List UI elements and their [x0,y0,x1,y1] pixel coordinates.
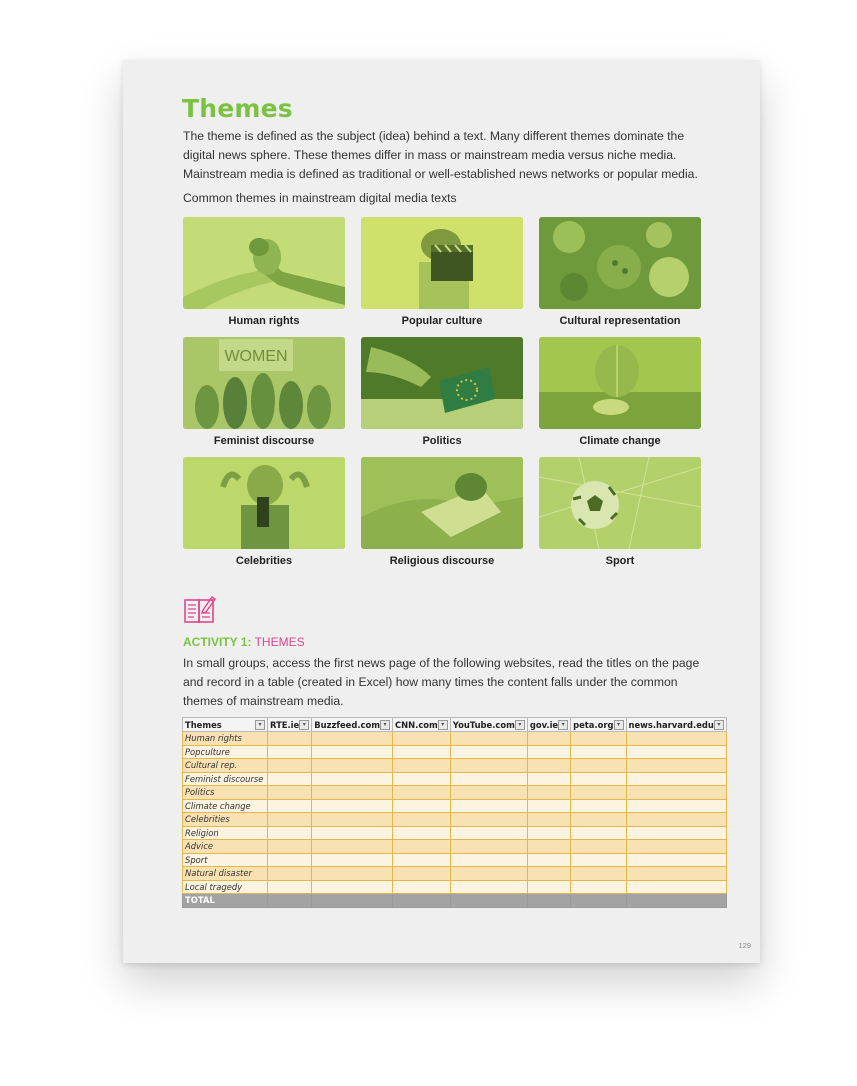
theme-label: Politics [422,435,462,447]
count-cell[interactable] [527,745,570,759]
celebrities-photo [183,457,345,549]
activity-heading [183,635,305,649]
count-cell[interactable] [450,786,527,800]
theme-cell[interactable]: Sport [183,853,268,867]
total-cell[interactable] [268,894,312,908]
food-table-image [539,217,701,309]
count-cell[interactable] [268,786,312,800]
theme-label: Sport [605,555,635,567]
column-header: peta.org ▾ [571,718,626,732]
total-cell[interactable] [527,894,570,908]
theme-label: Celebrities [235,555,293,567]
theme-cell[interactable]: Feminist discourse [183,772,268,786]
theme-card-climate-change [539,337,701,449]
theme-cell[interactable]: Politics [183,786,268,800]
filter-dropdown-icon[interactable]: ▾ [255,720,265,730]
count-cell[interactable] [392,880,450,894]
count-cell[interactable] [626,786,726,800]
theme-card-cultural-representation [539,217,701,329]
theme-card-popular-culture [361,217,523,329]
religious-discourse-photo [361,457,523,549]
count-cell[interactable] [450,853,527,867]
count-cell[interactable] [392,786,450,800]
count-cell[interactable] [392,853,450,867]
protest-sign-text: WOMEN [224,348,288,365]
count-cell[interactable] [268,840,312,854]
count-cell[interactable] [268,813,312,827]
count-cell[interactable] [268,772,312,786]
themes-subheading: Common themes in mainstream digital media texts [183,191,457,205]
table-row [183,826,727,840]
count-cell[interactable] [626,745,726,759]
total-cell[interactable] [450,894,527,908]
count-cell[interactable] [312,745,393,759]
theme-label: Climate change [579,435,661,447]
filter-dropdown-icon[interactable]: ▾ [380,720,390,730]
count-cell[interactable] [527,840,570,854]
count-cell[interactable] [571,759,626,773]
theme-grid [183,217,702,569]
count-cell[interactable] [527,813,570,827]
table-row [183,799,727,813]
count-cell[interactable] [392,745,450,759]
page-number: 129 [738,941,751,950]
total-row [183,894,727,908]
count-cell[interactable] [527,880,570,894]
count-cell[interactable] [626,799,726,813]
count-cell[interactable] [392,772,450,786]
column-header: CNN.com ▾ [392,718,450,732]
count-cell[interactable] [268,826,312,840]
activity-notebook-icon [182,594,216,628]
count-cell[interactable] [626,853,726,867]
count-cell[interactable] [450,732,527,746]
count-cell[interactable] [571,786,626,800]
theme-label: Popular culture [401,315,483,327]
count-cell[interactable] [571,826,626,840]
count-cell[interactable] [450,745,527,759]
intro-paragraph: The theme is defined as the subject (idea) behind a text. Many different themes dominate the digital news sphere. These themes differ in mass or mainstream media versus niche media. Mainstream media is defined as traditional or well-established news networks or popular media. [183,129,698,181]
count-cell[interactable] [450,867,527,881]
count-cell[interactable] [527,867,570,881]
theme-cell[interactable]: Natural disaster [183,867,268,881]
count-cell[interactable] [392,840,450,854]
count-cell[interactable] [571,867,626,881]
filter-dropdown-icon[interactable]: ▾ [438,720,448,730]
theme-label: Cultural representation [559,315,681,327]
table-row [183,853,727,867]
count-cell[interactable] [626,772,726,786]
count-cell[interactable] [450,813,527,827]
count-cell[interactable] [312,880,393,894]
column-header: Themes ▾ [183,718,268,732]
count-cell[interactable] [268,853,312,867]
count-cell[interactable] [527,786,570,800]
activity-title: THEMES [251,635,305,649]
table-row [183,732,727,746]
count-cell[interactable] [392,759,450,773]
table-row [183,745,727,759]
theme-card-celebrities [183,457,345,569]
table-row [183,772,727,786]
politics-photo [361,337,523,429]
count-cell[interactable] [626,867,726,881]
count-cell[interactable] [450,759,527,773]
table-row [183,880,727,894]
clapperboard-image [361,217,523,309]
total-cell[interactable] [571,894,626,908]
count-cell[interactable] [527,799,570,813]
count-cell[interactable] [268,799,312,813]
count-cell[interactable] [527,853,570,867]
theme-card-politics [361,337,523,449]
human-rights-photo [183,217,345,309]
climate-change-photo [539,337,701,429]
leaf-image [539,337,701,429]
football-net-image [539,457,701,549]
count-cell[interactable] [392,799,450,813]
total-cell[interactable] [626,894,726,908]
count-cell[interactable] [268,732,312,746]
table-row [183,867,727,881]
table-row [183,786,727,800]
column-header: gov.ie ▾ [527,718,570,732]
count-cell[interactable] [571,799,626,813]
count-cell[interactable] [450,799,527,813]
count-cell[interactable] [626,826,726,840]
count-cell[interactable] [312,732,393,746]
count-cell[interactable] [268,745,312,759]
count-cell[interactable] [571,813,626,827]
header-row [183,718,727,732]
count-cell[interactable] [312,772,393,786]
intro-block [183,127,713,208]
theme-cell[interactable]: Human rights [183,732,268,746]
count-cell[interactable] [312,786,393,800]
filter-dropdown-icon[interactable]: ▾ [299,720,309,730]
theme-cell[interactable]: Cultural rep. [183,759,268,773]
count-cell[interactable] [312,799,393,813]
count-cell[interactable] [571,880,626,894]
table-row [183,759,727,773]
count-cell[interactable] [571,772,626,786]
theme-cell[interactable]: Climate change [183,799,268,813]
protest-image [183,337,345,429]
page-title: Themes [182,94,293,123]
count-cell[interactable] [392,732,450,746]
theme-label: Religious discourse [389,555,495,567]
feminist-discourse-photo [183,337,345,429]
column-header: YouTube.com ▾ [450,718,527,732]
theme-label: Human rights [228,315,300,327]
table-row [183,813,727,827]
column-header: news.harvard.edu ▾ [626,718,726,732]
filter-dropdown-icon[interactable]: ▾ [614,720,624,730]
count-cell[interactable] [571,840,626,854]
column-header: Buzzfeed.com ▾ [312,718,393,732]
count-cell[interactable] [312,826,393,840]
sport-photo [539,457,701,549]
themes-spreadsheet [182,717,727,908]
activity-instructions: In small groups, access the first news page of the following websites, read the titles on the page and record in a table (created in Excel) how many times the content falls under the common themes of mainstream media. [183,656,700,708]
count-cell[interactable] [527,826,570,840]
count-cell[interactable] [450,840,527,854]
count-cell[interactable] [571,732,626,746]
prayer-book-image [361,457,523,549]
count-cell[interactable] [268,867,312,881]
count-cell[interactable] [268,880,312,894]
theme-cell[interactable]: Religion [183,826,268,840]
theme-card-sport [539,457,701,569]
filter-dropdown-icon[interactable]: ▾ [558,720,568,730]
theme-card-religious-discourse [361,457,523,569]
total-cell[interactable] [312,894,393,908]
count-cell[interactable] [571,853,626,867]
count-cell[interactable] [268,759,312,773]
table-row [183,840,727,854]
count-cell[interactable] [527,759,570,773]
count-cell[interactable] [392,826,450,840]
column-header: RTE.ie ▾ [268,718,312,732]
count-cell[interactable] [312,759,393,773]
count-cell[interactable] [626,759,726,773]
theme-cell[interactable]: Popculture [183,745,268,759]
theme-cell[interactable]: Local tragedy [183,880,268,894]
count-cell[interactable] [571,745,626,759]
count-cell[interactable] [312,813,393,827]
filter-dropdown-icon[interactable]: ▾ [714,720,724,730]
filter-dropdown-icon[interactable]: ▾ [515,720,525,730]
theme-label: Feminist discourse [213,435,315,447]
activity-label: ACTIVITY 1: [183,635,252,649]
count-cell[interactable] [312,853,393,867]
theme-card-feminist-discourse [183,337,345,449]
count-cell[interactable] [392,813,450,827]
count-cell[interactable] [626,880,726,894]
count-cell[interactable] [626,840,726,854]
count-cell[interactable] [626,813,726,827]
total-cell[interactable] [392,894,450,908]
count-cell[interactable] [312,867,393,881]
count-cell[interactable] [527,732,570,746]
count-cell[interactable] [450,826,527,840]
total-label-cell[interactable]: TOTAL [183,894,268,908]
textbook-page [123,60,760,963]
popular-culture-photo [361,217,523,309]
cultural-representation-photo [539,217,701,309]
podcaster-image [183,457,345,549]
clasped-hands-image [183,217,345,309]
count-cell[interactable] [450,880,527,894]
count-cell[interactable] [450,772,527,786]
count-cell[interactable] [626,732,726,746]
theme-cell[interactable]: Celebrities [183,813,268,827]
count-cell[interactable] [392,867,450,881]
theme-cell[interactable]: Advice [183,840,268,854]
ballot-box-image [361,337,523,429]
count-cell[interactable] [527,772,570,786]
theme-card-human-rights [183,217,345,329]
count-cell[interactable] [312,840,393,854]
